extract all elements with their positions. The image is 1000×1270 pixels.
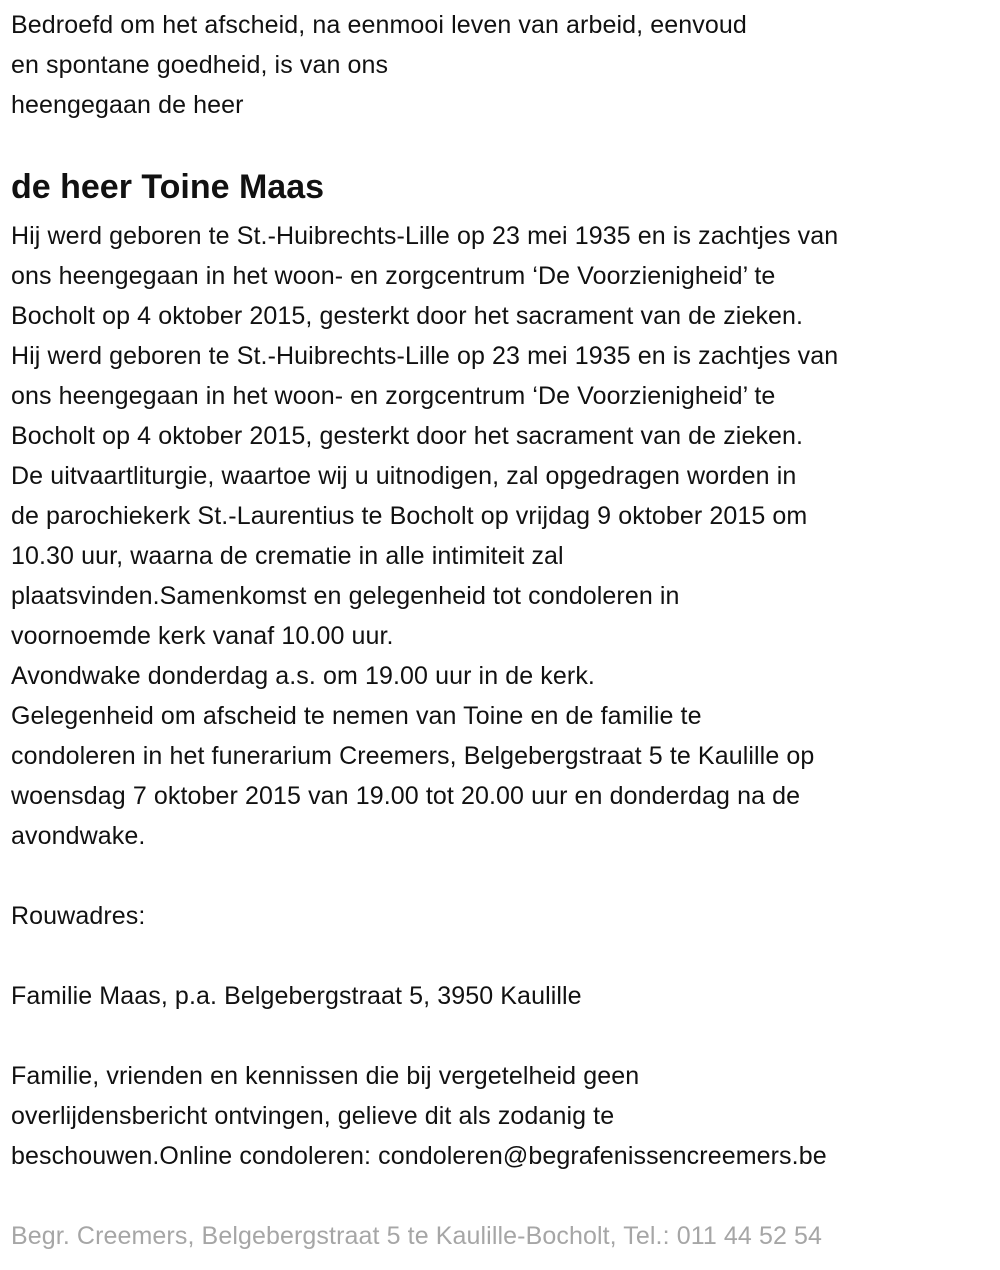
intro-line: heengegaan de heer xyxy=(11,91,244,119)
body-line: Hij werd geboren te St.-Huibrechts-Lille op 23 mei 1935 en is zachtjes van xyxy=(11,342,839,370)
closing-line: Familie, vrienden en kennissen die bij vergetelheid geen xyxy=(11,1062,640,1090)
body-line: plaatsvinden.Samenkomst en gelegenheid tot condoleren in xyxy=(11,582,680,610)
body-line: 10.30 uur, waarna de crematie in alle intimiteit zal xyxy=(11,542,564,570)
body-line: woensdag 7 oktober 2015 van 19.00 tot 20.00 uur en donderdag na de xyxy=(11,782,801,810)
deceased-name-heading xyxy=(11,162,1000,212)
obituary-body xyxy=(11,216,1000,856)
body-line: Avondwake donderdag a.s. om 19.00 uur in de kerk. xyxy=(11,662,595,690)
body-line: ons heengegaan in het woon- en zorgcentrum ‘De Voorzienigheid’ te xyxy=(11,382,776,410)
intro-line: Bedroefd om het afscheid, na eenmooi leven van arbeid, eenvoud xyxy=(11,11,747,39)
rouwadres-section xyxy=(11,896,1000,1176)
body-line: ons heengegaan in het woon- en zorgcentrum ‘De Voorzienigheid’ te xyxy=(11,262,776,290)
body-line: Hij werd geboren te St.-Huibrechts-Lille op 23 mei 1935 en is zachtjes van xyxy=(11,222,839,250)
body-line: Bocholt op 4 oktober 2015, gesterkt door het sacrament van de zieken. xyxy=(11,302,804,330)
body-line: voornoemde kerk vanaf 10.00 uur. xyxy=(11,622,394,650)
body-line: avondwake. xyxy=(11,822,146,850)
rouwadres-label: Rouwadres: xyxy=(11,902,146,930)
body-line: Bocholt op 4 oktober 2015, gesterkt door het sacrament van de zieken. xyxy=(11,422,804,450)
intro-line: en spontane goedheid, is van ons xyxy=(11,51,389,79)
body-line: Gelegenheid om afscheid te nemen van Toine en de familie te xyxy=(11,702,702,730)
closing-line: beschouwen.Online condoleren: condoleren@begrafenissencreemers.be xyxy=(11,1142,827,1170)
intro-text xyxy=(11,5,1000,125)
closing-line: overlijdensbericht ontvingen, gelieve dit als zodanig te xyxy=(11,1102,615,1130)
footer xyxy=(11,1216,1000,1256)
body-line: de parochiekerk St.-Laurentius te Bocholt op vrijdag 9 oktober 2015 om xyxy=(11,502,808,530)
rouwadres-address: Familie Maas, p.a. Belgebergstraat 5, 3950 Kaulille xyxy=(11,982,582,1010)
body-line: De uitvaartliturgie, waartoe wij u uitnodigen, zal opgedragen worden in xyxy=(11,462,797,490)
funeral-home-footer: Begr. Creemers, Belgebergstraat 5 te Kaulille-Bocholt, Tel.: 011 44 52 54 xyxy=(11,1222,823,1250)
page-title: de heer Toine Maas xyxy=(11,168,325,206)
body-line: condoleren in het funerarium Creemers, Belgebergstraat 5 te Kaulille op xyxy=(11,742,815,770)
